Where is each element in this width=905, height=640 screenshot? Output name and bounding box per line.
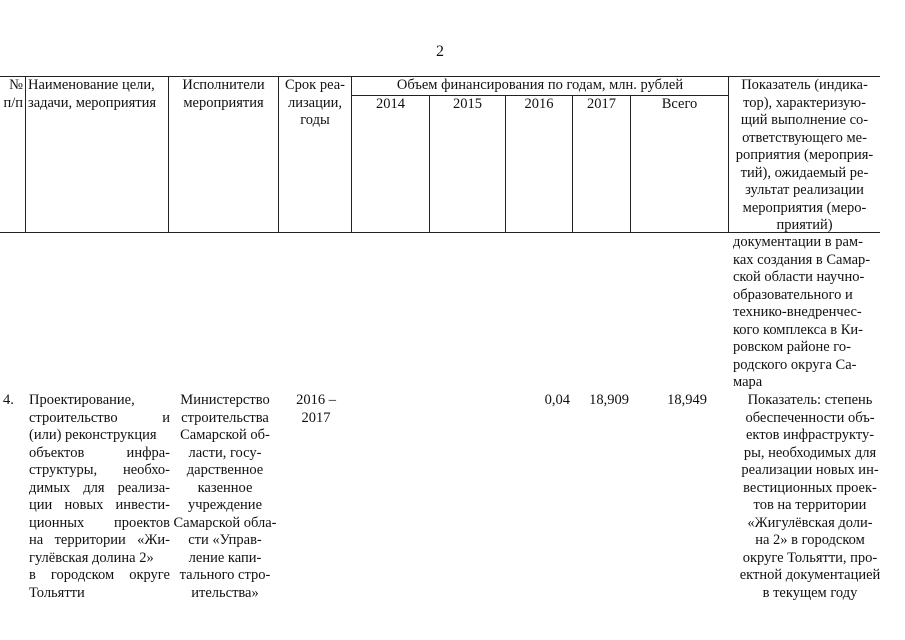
col-border-8 — [630, 95, 631, 233]
header-indicator: Показатель (индика- тор), характеризую- щий выполнение со- ответствующего ме- роприятия (мероприя- тий), ожидаемый ре- зультат реализации мероприятия (меро- приятий) — [735, 77, 874, 233]
row4-executor: Министерство строительства Самарской об- ласти, госу- дарственное казенное учреждение Самарской обла- сти «Управ- ление капи- тального стро- ительства» — [173, 392, 277, 601]
row4-name: Проектирование, строительство и (или) реконструкция объектов инфра- структуры, необхо- димых для реализа- ции новых инвести- ционных проектов на территории «Жи- гулёвская долина 2» в городском округе Тольятти — [29, 392, 170, 601]
header-year-2017: 2017 — [587, 96, 616, 112]
header-name: Наименование цели, задачи, мероприятия — [28, 77, 157, 111]
continued-indicator-text: документации в рам- ках создания в Самар- ской области научно- образовательного и технико-внедренчес- кого комплекса в Ки- ровском районе го- родского округа Са- мара — [733, 234, 871, 390]
col-border-6 — [505, 95, 506, 233]
col-border-1 — [25, 76, 26, 233]
header-executors: Исполнители мероприятия — [182, 77, 265, 111]
header-number: № п/п — [3, 77, 23, 111]
row4-indicator: Показатель: степень обеспеченности объ- ектов инфраструкту- ры, необходимых для реализации новых ин- вестиционных проек- тов на территории «Жигулёвская доли- на 2» в городском округе Тольятти, про- ектной документацией в текущем году — [739, 392, 881, 601]
row4-term: 2016 – 2017 — [296, 392, 336, 426]
header-year-2014: 2014 — [376, 96, 405, 112]
header-financing-title: Объем финансирования по годам, млн. рублей — [396, 77, 684, 93]
row4-total: 18,949 — [667, 392, 707, 408]
row4-number: 4. — [3, 392, 14, 408]
row4-year-2017: 18,909 — [589, 392, 629, 408]
col-border-5 — [429, 95, 430, 233]
header-year-2016: 2016 — [524, 96, 554, 112]
page-number: 2 — [436, 43, 444, 60]
header-total: Всего — [661, 96, 698, 112]
row4-year-2016: 0,04 — [544, 392, 570, 408]
header-term: Срок реа- лизации, годы — [285, 77, 345, 128]
col-border-7 — [572, 95, 573, 233]
header-year-2015: 2015 — [453, 96, 482, 112]
